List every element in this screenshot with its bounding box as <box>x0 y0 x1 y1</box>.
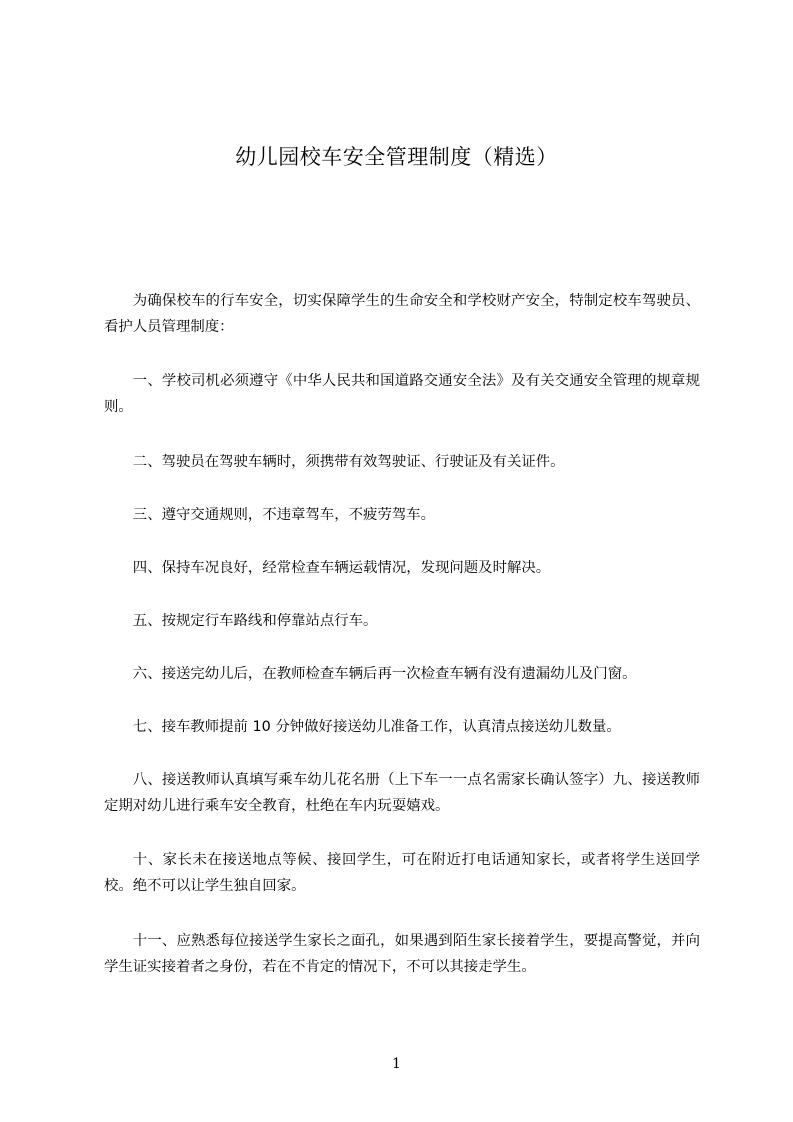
paragraph-rule-8-9: 八、接送教师认真填写乘车幼儿花名册（上下车一一点名需家长确认签字）九、接送教师定期对幼儿进行乘车安全教育，杜绝在车内玩耍嬉戏。 <box>104 772 700 814</box>
paragraph-rule-2: 二、驾驶员在驾驶车辆时，须携带有效驾驶证、行驶证及有关证件。 <box>132 454 565 470</box>
paragraph-rule-3: 三、遵守交通规则，不违章驾车，不疲劳驾车。 <box>132 507 436 523</box>
paragraph-rule-4: 四、保持车况良好，经常检查车辆运载情况，发现问题及时解决。 <box>132 560 551 576</box>
paragraph-rule-11: 十一、应熟悉每位接送学生家长之面孔，如果遇到陌生家长接着学生，要提高警觉，并向学生证实接着者之身份，若在不肯定的情况下，不可以其接走学生。 <box>104 933 700 975</box>
paragraph-rule-7: 七、接车教师提前 10 分钟做好接送幼儿准备工作，认真清点接送幼儿数量。 <box>132 719 621 735</box>
page-number: 1 <box>392 1056 401 1072</box>
paragraph-rule-10: 十、家长未在接送地点等候、接回学生，可在附近打电话通知家长，或者将学生送回学校。绝不可以让学生独自回家。 <box>104 852 700 894</box>
paragraph-rule-6: 六、接送完幼儿后，在教师检查车辆后再一次检查车辆有没有遗漏幼儿及门窗。 <box>132 666 637 682</box>
paragraph-intro: 为确保校车的行车安全，切实保障学生的生命安全和学校财产安全，特制定校车驾驶员、看护人员管理制度： <box>104 293 700 335</box>
paragraph-rule-5: 五、按规定行车路线和停靠站点行车。 <box>132 613 378 629</box>
document-title: 幼儿园校车安全管理制度（精选） <box>235 145 558 169</box>
paragraph-rule-1: 一、学校司机必须遵守《中华人民共和国道路交通安全法》及有关交通安全管理的规章规则。 <box>104 373 700 415</box>
